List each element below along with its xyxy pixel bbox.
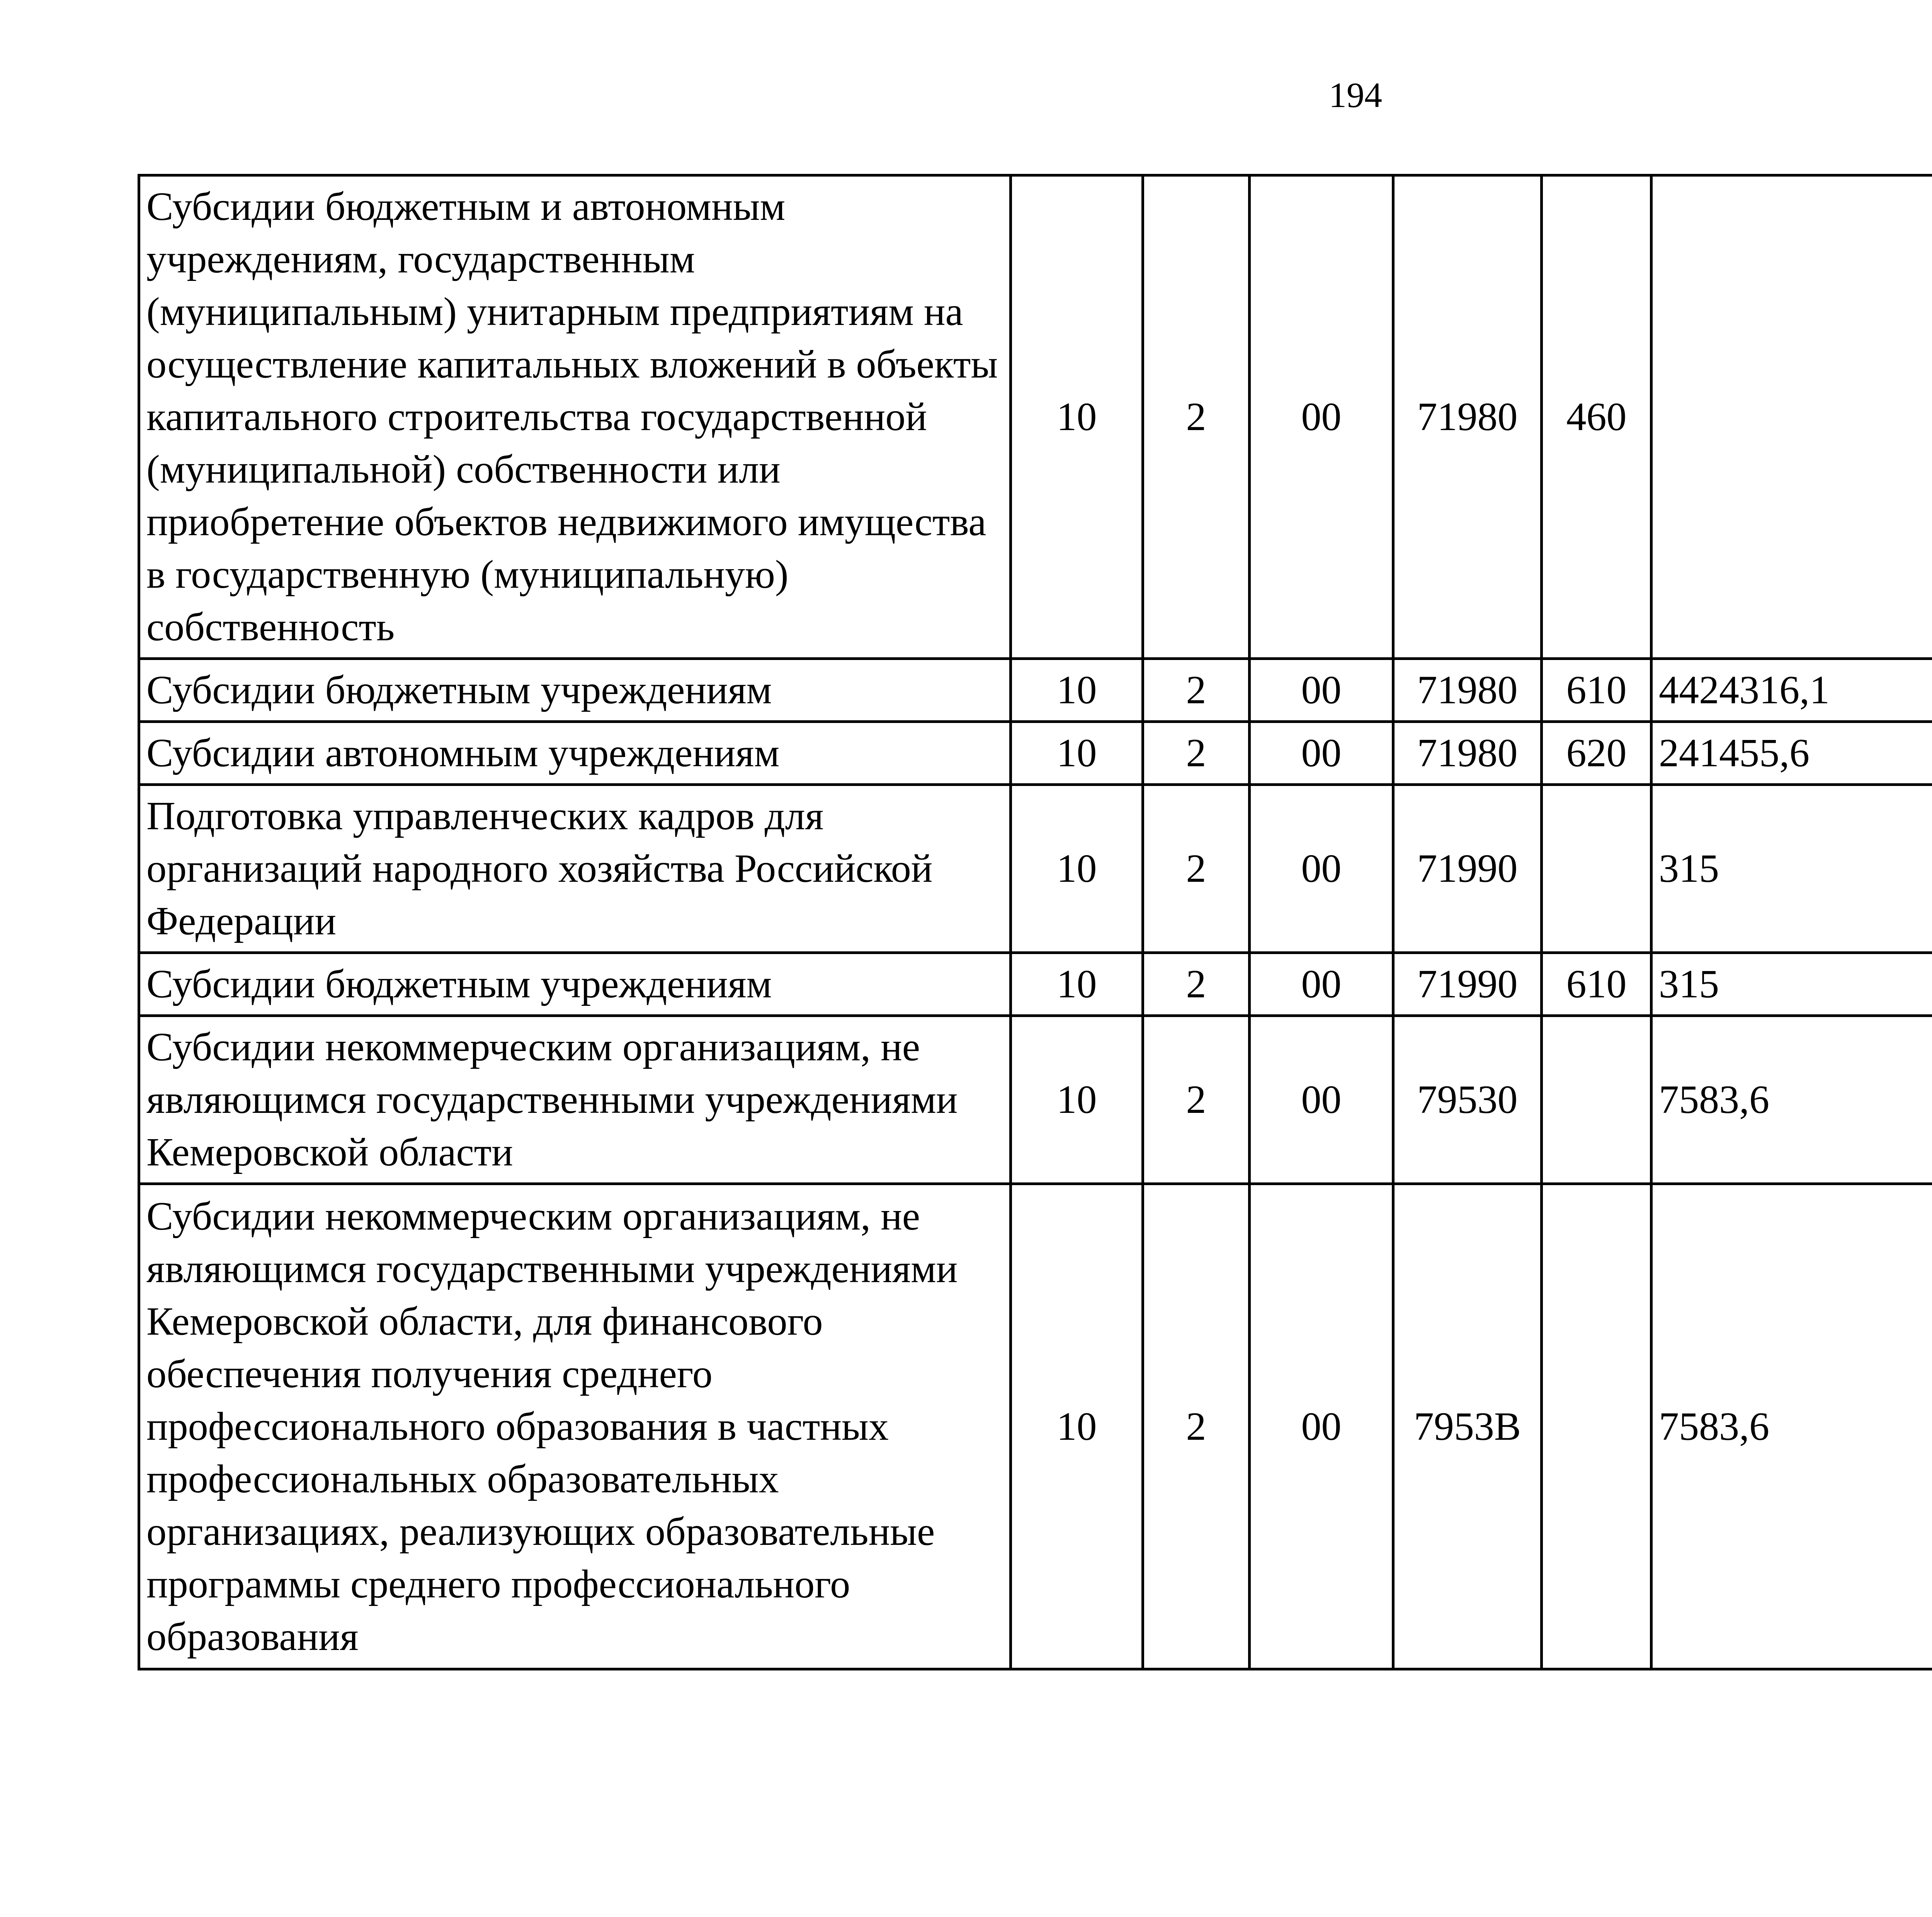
table-body bbox=[139, 175, 1932, 1669]
subsection-cell: 2 bbox=[1143, 659, 1250, 722]
row-name: Субсидии бюджетным и автономным учреждениям, государственным (муниципальным) унитарным предприятиям на осуществление капитальных вложений в объекты капитального строительства государственной (муниципальной) собственности или приобретение объектов недвижимого имущества в государственную (муниципальную) собственность bbox=[139, 175, 1011, 659]
table-row bbox=[139, 722, 1932, 785]
code-cell: 7953В bbox=[1393, 1184, 1542, 1669]
section-cell: 10 bbox=[1011, 953, 1143, 1016]
row-name: Субсидии некоммерческим организациям, не являющимся государственными учреждениями Кемеровской области, для финансового обеспечения получения среднего профессионального образования в частных профессиональных образовательных организациях, реализующих образовательные программы среднего профессионального образования bbox=[139, 1184, 1011, 1669]
section-cell: 10 bbox=[1011, 659, 1143, 722]
subsection-cell: 2 bbox=[1143, 175, 1250, 659]
code-cell: 71990 bbox=[1393, 785, 1542, 953]
row-name: Субсидии бюджетным учреждениям bbox=[139, 953, 1011, 1016]
section-cell: 10 bbox=[1011, 1016, 1143, 1184]
code-cell: 71980 bbox=[1393, 722, 1542, 785]
program-cell: 00 bbox=[1250, 953, 1393, 1016]
value-1-cell: 4424316,1 bbox=[1651, 659, 1932, 722]
expense-type-cell: 620 bbox=[1542, 722, 1651, 785]
value-1-cell: 315 bbox=[1651, 785, 1932, 953]
row-name: Субсидии автономным учреждениям bbox=[139, 722, 1011, 785]
program-cell: 00 bbox=[1250, 1016, 1393, 1184]
value-1-cell: 7583,6 bbox=[1651, 1184, 1932, 1669]
code-cell: 71980 bbox=[1393, 659, 1542, 722]
value-1-cell: 315 bbox=[1651, 953, 1932, 1016]
section-cell: 10 bbox=[1011, 1184, 1143, 1669]
program-cell: 00 bbox=[1250, 659, 1393, 722]
row-name: Субсидии некоммерческим организациям, не являющимся государственными учреждениями Кемеровской области bbox=[139, 1016, 1011, 1184]
subsection-cell: 2 bbox=[1143, 1016, 1250, 1184]
page-number: 194 bbox=[1329, 75, 1382, 115]
row-name: Субсидии бюджетным учреждениям bbox=[139, 659, 1011, 722]
program-cell: 00 bbox=[1250, 785, 1393, 953]
subsection-cell: 2 bbox=[1143, 722, 1250, 785]
table-row bbox=[139, 1184, 1932, 1669]
section-cell: 10 bbox=[1011, 785, 1143, 953]
expense-type-cell: 610 bbox=[1542, 659, 1651, 722]
subsection-cell: 2 bbox=[1143, 953, 1250, 1016]
section-cell: 10 bbox=[1011, 722, 1143, 785]
expense-type-cell bbox=[1542, 785, 1651, 953]
code-cell: 71980 bbox=[1393, 175, 1542, 659]
section-cell: 10 bbox=[1011, 175, 1143, 659]
table-row bbox=[139, 953, 1932, 1016]
subsection-cell: 2 bbox=[1143, 1184, 1250, 1669]
expense-type-cell: 610 bbox=[1542, 953, 1651, 1016]
expense-type-cell bbox=[1542, 1016, 1651, 1184]
budget-table bbox=[138, 174, 1932, 1670]
table-row bbox=[139, 785, 1932, 953]
expense-type-cell: 460 bbox=[1542, 175, 1651, 659]
value-1-cell: 7583,6 bbox=[1651, 1016, 1932, 1184]
program-cell: 00 bbox=[1250, 1184, 1393, 1669]
table-row bbox=[139, 1016, 1932, 1184]
table-row bbox=[139, 175, 1932, 659]
code-cell: 79530 bbox=[1393, 1016, 1542, 1184]
table-row bbox=[139, 659, 1932, 722]
code-cell: 71990 bbox=[1393, 953, 1542, 1016]
value-1-cell: 241455,6 bbox=[1651, 722, 1932, 785]
program-cell: 00 bbox=[1250, 722, 1393, 785]
value-1-cell bbox=[1651, 175, 1932, 659]
row-name: Подготовка управленческих кадров для организаций народного хозяйства Российской Федерации bbox=[139, 785, 1011, 953]
program-cell: 00 bbox=[1250, 175, 1393, 659]
expense-type-cell bbox=[1542, 1184, 1651, 1669]
subsection-cell: 2 bbox=[1143, 785, 1250, 953]
